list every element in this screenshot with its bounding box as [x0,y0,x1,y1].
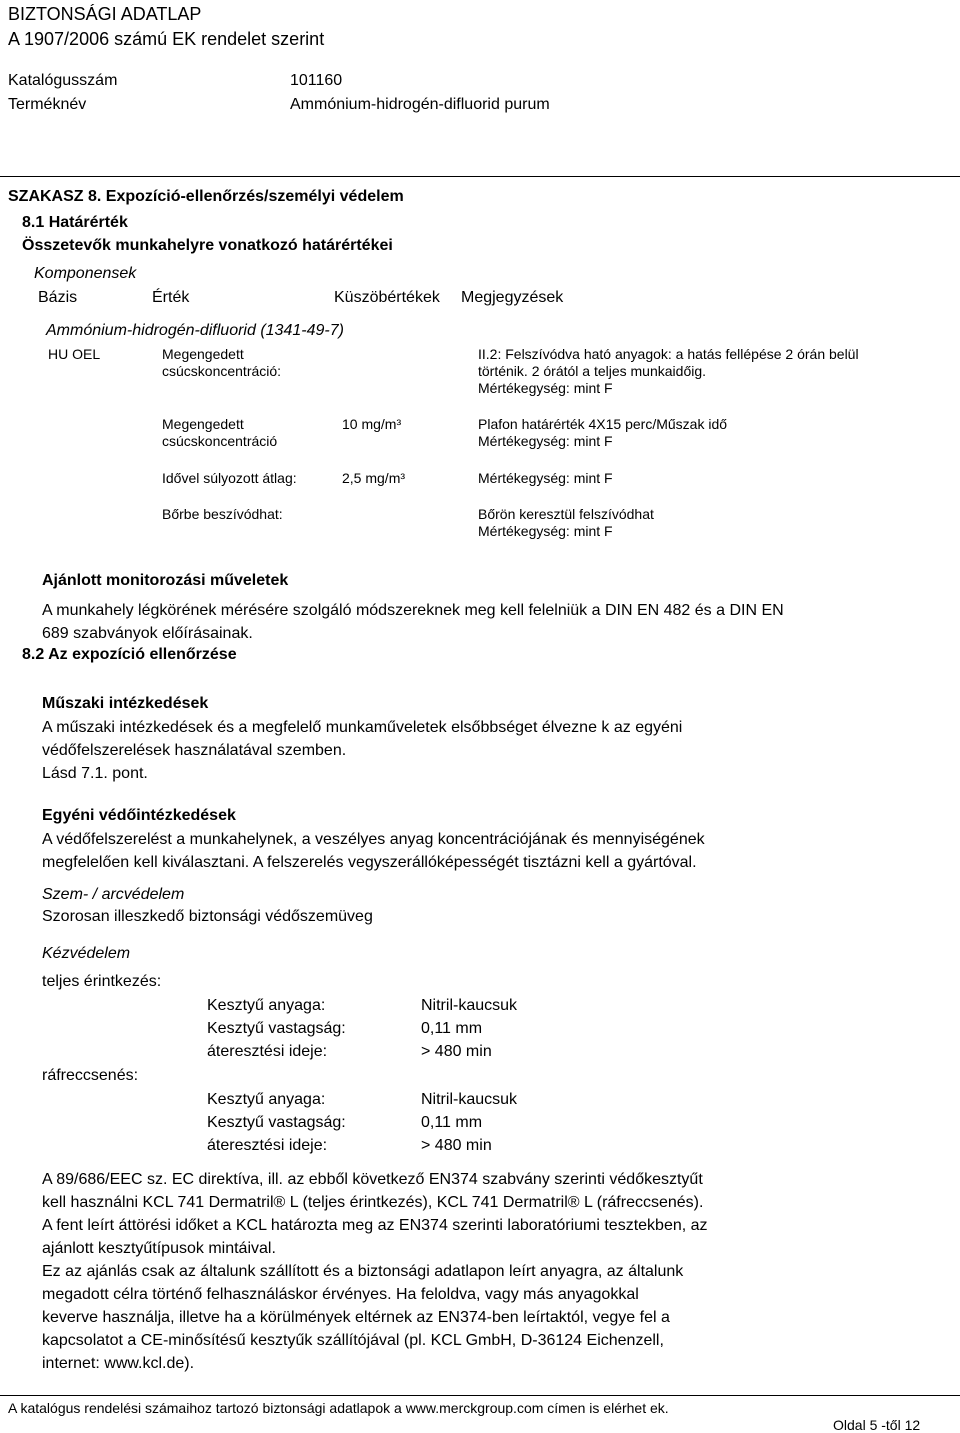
catalog-label: Katalógusszám [8,72,118,89]
footer-divider [0,1395,960,1396]
glove-splash-values: Nitril-kaucsuk 0,11 mm > 480 min [421,1091,518,1154]
row-2-remarks: Plafon határérték 4X15 perc/Műszak idő Mértékegység: mint F [478,416,728,449]
components-label: Komponensek [34,265,137,282]
document-title: BIZTONSÁGI ADATLAP [8,4,202,24]
product-label: Terméknév [8,96,87,113]
column-header-remarks: Megjegyzések [461,289,564,306]
substance-name: Ammónium-hidrogén-difluorid (1341-49-7) [46,322,344,339]
basis-value: HU OEL [48,346,101,362]
eye-protection-text: Szorosan illeszkedő biztonsági védőszemüveg [42,908,373,925]
hand-protection-title: Kézvédelem [42,945,131,962]
glove-splash-keys: Kesztyű anyaga: Kesztyű vastagság: áteresztési ideje: [207,1091,346,1154]
row-3-value: 2,5 mg/m³ [342,470,406,486]
document-subtitle: A 1907/2006 számú EK rendelet szerint [8,29,325,49]
subsection-8-1-desc: Összetevők munkahelyre vonatkozó határértékei [22,237,393,254]
row-2-value: 10 mg/m³ [342,416,402,432]
column-header-basis: Bázis [38,289,78,306]
row-4-label: Bőrbe beszívódhat: [162,506,283,522]
technical-measures-title: Műszaki intézkedések [42,695,209,712]
header-divider [0,176,960,177]
monitoring-title: Ajánlott monitorozási műveletek [42,572,289,589]
glove-full-keys: Kesztyű anyaga: Kesztyű vastagság: áteresztési ideje: [207,997,346,1060]
footer-text: A katalógus rendelési számaihoz tartozó biztonsági adatlapok a www.merckgroup.com címen is elérhet ek. [8,1400,669,1416]
row-4-remarks: Bőrön keresztül felszívódhat Mértékegység: mint F [478,506,654,539]
technical-measures-text: A műszaki intézkedések és a megfelelő munkaműveletek elsőbbséget élvezne k az egyéni védőfelszerelések használatával szemben. Lásd 7.1. pont. [42,719,683,782]
monitoring-text: A munkahely légkörének mérésére szolgáló módszereknek meg kell felelniük a DIN EN 482 és a DIN EN 689 szabványok előírásainak. [42,602,784,642]
subsection-8-2-title: 8.2 Az expozíció ellenőrzése [22,646,237,663]
page-number: Oldal 5 -től 12 [833,1417,921,1433]
column-header-threshold: Küszöbértékek [334,289,440,306]
row-2-label: Megengedett csúcskoncentráció [162,416,278,449]
subsection-8-1-title: 8.1 Határérték [22,214,128,231]
personal-protection-title: Egyéni védőintézkedések [42,807,236,824]
product-value: Ammónium-hidrogén-difluorid purum [290,96,550,113]
row-3-remarks: Mértékegység: mint F [478,470,613,486]
row-1-label: Megengedett csúcskoncentráció: [162,346,282,379]
section-title: SZAKASZ 8. Expozíció-ellenőrzés/személyi védelem [8,188,404,205]
row-3-label: Idővel súlyozott átlag: [162,470,297,486]
row-1-remarks: II.2: Felszívódva ható anyagok: a hatás fellépése 2 órán belül történik. 2 órától a teljes munkaidőig. Mértékegység: mint F [478,346,859,396]
splash-label: ráfreccsenés: [42,1067,139,1084]
full-contact-label: teljes érintkezés: [42,973,162,990]
directive-text: A 89/686/EEC sz. EC direktíva, ill. az ebből következő EN374 szabvány szerinti védőkesztyűt kell használni KCL 741 Dermatril® L (teljes érintkezés), KCL 741 Dermatril® L (ráfreccsenés). A fent leírt áttörési időket a KCL határozta meg az EN374 szerinti laboratóriumi tesztekben, az ajánlott kesztyűtípusok mintáival. Ez az ajánlás csak az általunk szállított és a biztonsági adatlapon leírt anyagra, az általunk megadott célra történő felhasználáskor érvényes. Ha feloldva, vagy más anyagokkal keverve használja, illetve ha a körülmények eltérnek az EN374-ben leírtaktól, vegye fel a kapcsolatot a CE-minősítésű kesztyűk szállítójával (pl. KCL GmbH, D-36124 Eichenzell, internet: www.kcl.de). [42,1171,708,1372]
column-header-value: Érték [152,289,190,306]
glove-full-values: Nitril-kaucsuk 0,11 mm > 480 min [421,997,518,1060]
catalog-value: 101160 [290,72,343,89]
personal-protection-text: A védőfelszerelést a munkahelynek, a veszélyes anyag koncentrációjának és mennyiségének megfelelően kell kiválasztani. A felszerelés vegyszerállóképességét tisztázni kell a gyártóval. [42,831,705,871]
eye-protection-title: Szem- / arcvédelem [42,886,185,903]
